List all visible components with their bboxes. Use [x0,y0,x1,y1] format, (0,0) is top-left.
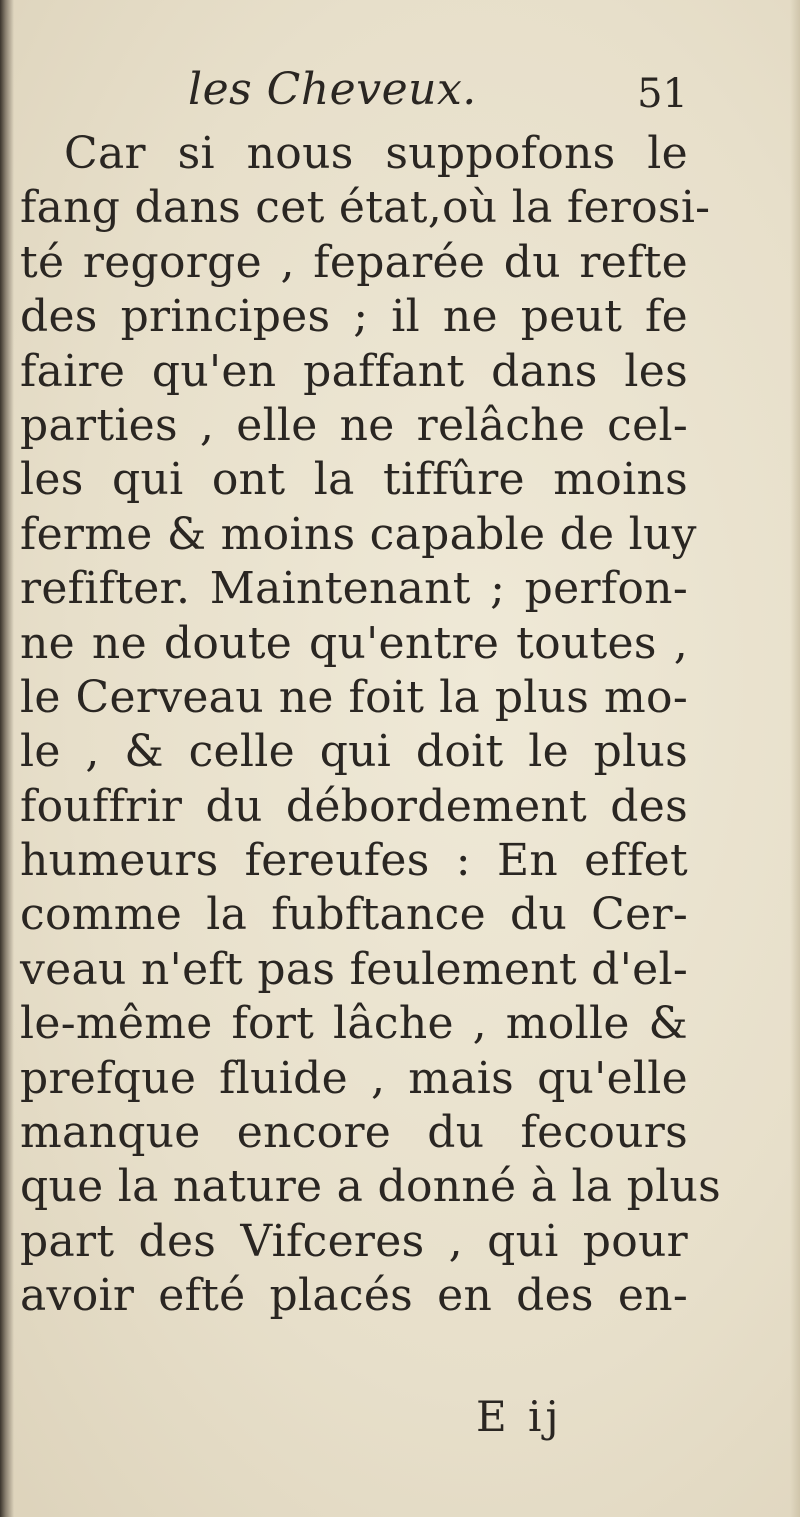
body-text [20,127,722,1324]
page-edge [790,0,800,1517]
text-line: le-même fort lâche , molle & [20,998,688,1050]
text-line: refifter. Maintenant ; perfon- [20,563,688,615]
text-line: que la nature a donné à la plus [20,1161,722,1213]
text-line: prefque fluide , mais qu'elle [20,1052,688,1104]
text-line: faire qu'en paffant dans les [20,345,688,397]
binding-shadow [0,0,14,1517]
text-line: les qui ont la tiffûre moins [20,454,688,506]
text-line: ne ne doute qu'entre toutes , [20,617,688,669]
text-line: manque encore du fecours [20,1107,688,1159]
signature-mark: E ij [476,1392,563,1441]
text-line: fouffrir du débordement des [20,780,688,832]
text-line: le Cerveau ne foit la plus mo- [20,671,688,723]
text-line: part des Vifceres , qui pour [20,1215,688,1267]
page-header [188,62,688,122]
text-line: ferme & moins capable de luy [20,508,697,560]
text-line: avoir efté placés en des en- [20,1270,688,1322]
text-line: des principes ; il ne peut fe [20,291,688,343]
text-line: comme la fubftance du Cer- [20,889,688,941]
text-line: té regorge , feparée du refte [20,236,688,288]
text-line: parties , elle ne relâche cel- [20,399,688,451]
text-line: humeurs fereufes : En effet [20,835,688,887]
text-line: veau n'eft pas feulement d'el- [20,943,688,995]
text-line: fang dans cet état,où la ferosi- [20,182,711,234]
running-head: les Cheveux. [188,64,477,115]
page-number: 51 [637,71,688,117]
text-line: Car si nous suppofons le [64,128,688,179]
text-line: le , & celle qui doit le plus [20,726,688,778]
